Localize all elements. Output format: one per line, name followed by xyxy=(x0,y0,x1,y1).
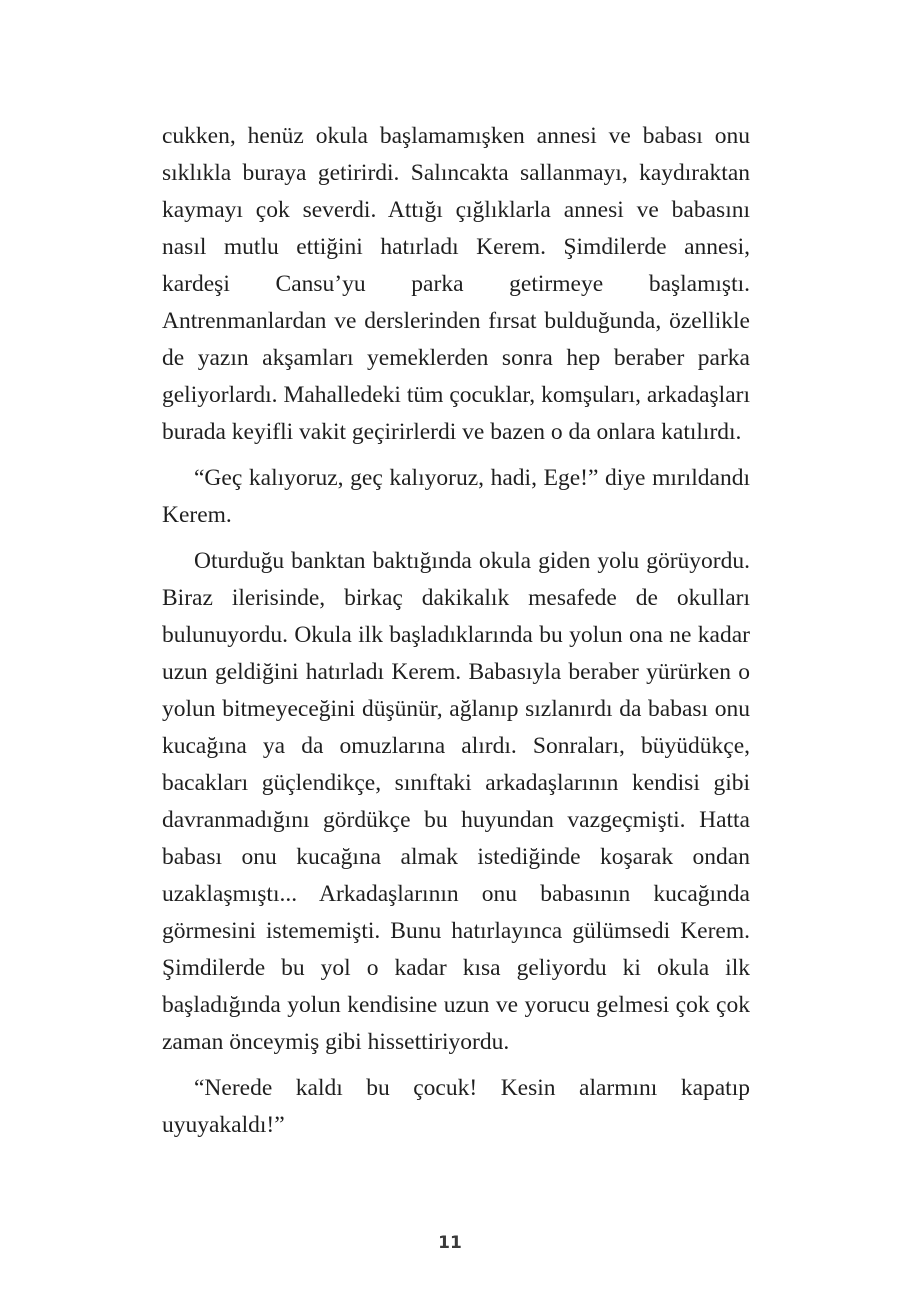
body-text xyxy=(162,118,750,1144)
paragraph-continuation: cukken, henüz okula başlamamışken annesi ve babası onu sıklıkla buraya getirirdi. Salıncakta sallanmayı, kaydıraktan kaymayı çok severdi. Attığı çığlıklarla annesi ve babasını nasıl mutlu ettiğini hatırladı Kerem. Şimdilerde annesi, kardeşi Cansu’yu parka getirmeye başlamıştı. Antrenmanlardan ve derslerinden fırsat bulduğunda, özellikle de yazın akşamları yemeklerden sonra hep beraber parka geliyorlardı. Mahalledeki tüm çocuklar, komşuları, arkadaşları burada keyifli vakit geçirirlerdi ve bazen o da onlara katılırdı. xyxy=(162,123,750,445)
page-number: 11 xyxy=(438,1233,462,1253)
paragraph-dialogue-ege: “Geç kalıyoruz, geç kalıyoruz, hadi, Ege!” diye mırıldandı Kerem. xyxy=(162,465,750,528)
paragraph-dialogue-alarm: “Nerede kaldı bu çocuk! Kesin alarmını kapatıp uyuyakaldı!” xyxy=(162,1075,750,1138)
paragraph-school-road: Oturduğu banktan baktığında okula giden yolu görüyordu. Biraz ilerisinde, birkaç dakikalık mesafede de okulları bulunuyordu. Okula ilk başladıklarında bu yolun ona ne kadar uzun geldiğini hatırladı Kerem. Babasıyla beraber yürürken o yolun bitmeyeceğini düşünür, ağlanıp sızlanırdı da babası onu kucağına ya da omuzlarına alırdı. Sonraları, büyüdükçe, bacakları güçlendikçe, sınıftaki arkadaşlarının kendisi gibi davranmadığını gördükçe bu huyundan vazgeçmişti. Hatta babası onu kucağına almak istediğinde koşarak ondan uzaklaşmıştı... Arkadaşlarının onu babasının kucağında görmesini istememişti. Bunu hatırlayınca gülümsedi Kerem. Şimdilerde bu yol o kadar kısa geliyordu ki okula ilk başladığında yolun kendisine uzun ve yorucu gelmesi çok çok zaman önceymiş gibi hissettiriyordu. xyxy=(162,548,750,1055)
